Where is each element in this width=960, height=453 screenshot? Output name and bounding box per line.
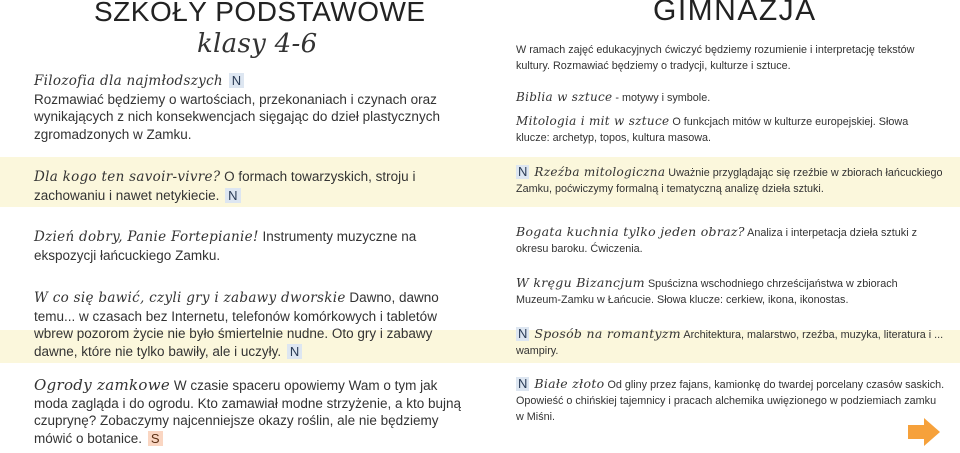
left-item-1 (34, 72, 454, 143)
right-item-3-text: Uważnie przyglądając się rzeźbie w zbiorach łańcuckiego Zamku, poćwiczymy formalną i tematyczną analizę dzieła sztuki. (516, 167, 943, 195)
right-item-6 (516, 326, 946, 359)
left-item-4-heading: W co się bawić, czyli gry i zabawy dworskie (34, 290, 346, 306)
left-item-4-text: Dawno, dawno temu... w czasach bez Internetu, telefonów komórkowych i tabletów wbrew pozorom życie nie było śmiertelnie nudne. Oto gry i zabawy dawne, które nie tylko bawiły, ale i uczyły. (34, 290, 439, 359)
arrow-right-icon-graphic (904, 416, 944, 448)
right-item-6-heading: Sposób na romantyzm (534, 326, 681, 341)
right-item-4-text: Analiza i interpetacja dzieła sztuki z okresu baroku. Ćwiczenia. (516, 227, 918, 255)
right-item-5-text: Spuścizna wschodniego chrześcijaństwa w zbiorach Muzeum-Zamku w Łańcucie. Słowa klucze: cerkiew, ikona, ikonostas. (516, 278, 898, 306)
right-item-3-heading: Rzeźba mitologiczna (534, 165, 666, 179)
right-item-5 (516, 275, 936, 308)
right-title: GIMNAZJA (653, 0, 817, 27)
new-badge: N (287, 344, 302, 359)
new-badge: N (229, 73, 244, 88)
left-item-5-heading: Ogrody zamkowe (34, 376, 171, 394)
left-item-3 (34, 228, 464, 264)
new-badge: N (225, 188, 240, 203)
right-item-7-text: Od gliny przez fajans, kamionkę do twardej porcelany czasów saskich. Opowieść o chińskiej tajemnicy i pracach alchemika uwięzionego w podziemiach zamku w Miśni. (516, 379, 945, 423)
new-badge: N (518, 326, 528, 341)
right-item-5-heading: W kręgu Bizancjum (516, 275, 645, 290)
left-item-5 (34, 377, 470, 447)
left-item-1-heading: Filozofia dla najmłodszych (34, 73, 223, 89)
right-intro: W ramach zajęć edukacyjnych ćwiczyć będziemy rozumienie i interpretację tekstów kultury. Rozmawiać będziemy o tradycji, kulturze i sztuce. (516, 44, 915, 72)
right-item-1 (516, 89, 936, 106)
school-badge: S (148, 431, 163, 446)
left-subtitle: klasy 4-6 (197, 29, 318, 59)
right-item-2 (516, 113, 936, 146)
new-badge: N (518, 376, 528, 391)
right-item-6-text: Architektura, malarstwo, rzeźba, muzyka, literatura i ... wampiry. (516, 329, 944, 357)
right-item-1-text: - motywy i symbole. (615, 92, 711, 104)
left-item-4 (34, 289, 470, 360)
left-item-2-heading: Dla kogo ten savoir-vivre? (34, 169, 221, 185)
right-item-4 (516, 224, 936, 257)
right-item-1-heading: Biblia w sztuce (516, 90, 613, 104)
left-item-1-text: Rozmawiać będziemy o wartościach, przekonaniach i czynach oraz wynikających z nich konsekwencjach sięgając do dzieł plastycznych zgromadzonych w Zamku. (34, 91, 440, 142)
right-item-4-heading: Bogata kuchnia tylko jeden obraz? (516, 224, 745, 239)
right-item-3 (516, 164, 946, 197)
left-item-2 (34, 168, 464, 204)
left-item-2-text: O formach towarzyskich, stroju i zachowaniu i nawet netykiecie. (34, 169, 416, 203)
left-title: SZKOŁY PODSTAWOWE (94, 0, 426, 27)
left-item-3-text: Instrumenty muzyczne na ekspozycji łańcuckiego Zamku. (34, 229, 417, 263)
new-badge: N (518, 164, 528, 179)
right-item-2-text: O funkcjach mitów w kulturze europejskiej. Słowa klucze: archetyp, topos, kultura masowa. (516, 116, 909, 144)
right-item-2-heading: Mitologia i mit w sztuce (516, 114, 670, 128)
left-item-5-text: W czasie spaceru opowiemy Wam o tym jak moda zagląda i do ogrodu. Kto zamawiał modne strzyżenie, a kto bujną czuprynę? Zobaczymy najcenniejsze okazy roślin, ale nie będziemy mówić o botanice. (34, 378, 461, 446)
right-item-7-heading: Białe złoto (534, 376, 605, 391)
right-item-7 (516, 376, 946, 425)
left-item-3-heading: Dzień dobry, Panie Fortepianie! (34, 229, 259, 245)
arrow-right-icon[interactable] (904, 416, 944, 448)
